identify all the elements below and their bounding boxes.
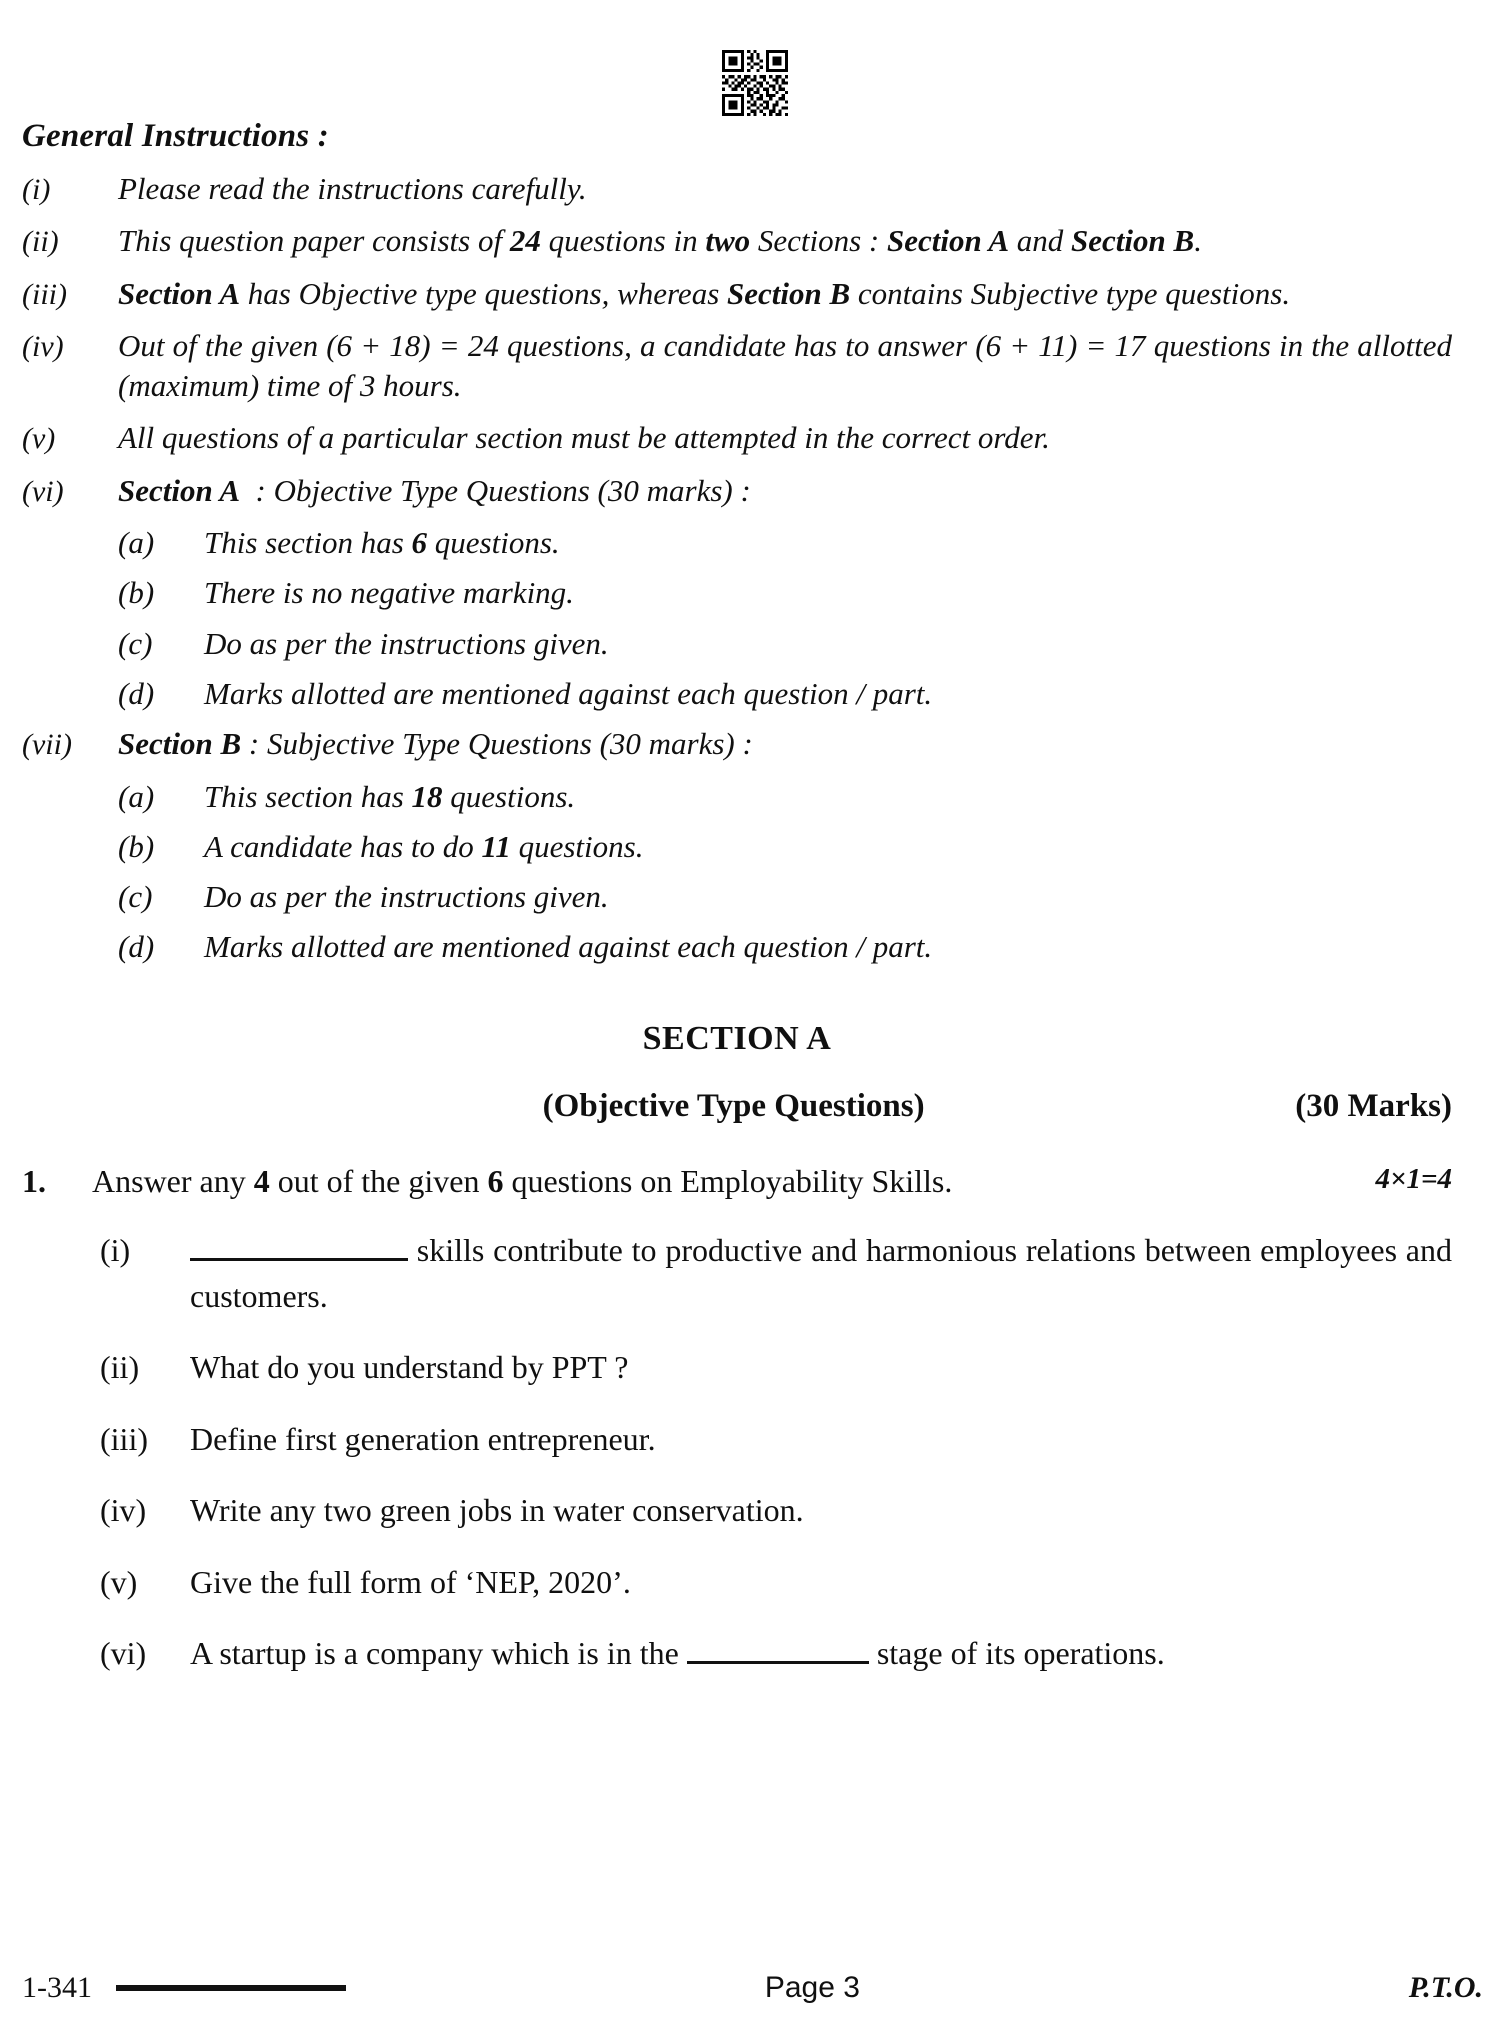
question-1-row — [22, 1161, 1452, 1203]
part-marker: (v) — [100, 1563, 138, 1600]
question-1-part-iv — [22, 1488, 1452, 1533]
answer-blank[interactable] — [190, 1258, 408, 1261]
instruction-marker: (vi) — [22, 474, 64, 508]
page-footer — [22, 1966, 1483, 2010]
question-1-part-v — [22, 1560, 1452, 1605]
instruction-text: Out of the given (6 + 18) = 24 questions, a candidate has to answer (6 + 11) = 17 questions in the allotted (maximum) time of 3 hours. — [118, 327, 1452, 404]
instruction-text: This question paper consists of 24 questions in two Sections : Section A and Section B. — [118, 223, 1202, 259]
question-1-part-vi — [22, 1631, 1452, 1676]
instruction-item-ii — [22, 221, 1452, 261]
part-text: A startup is a company which is in the stage of its operations. — [190, 1634, 1165, 1671]
section-b-sub-c — [22, 877, 1452, 917]
general-instructions-title: General Instructions : — [22, 118, 329, 154]
instruction-item-vii — [22, 724, 1452, 764]
qr-code-icon — [722, 50, 788, 116]
section-b-sub-a — [22, 777, 1452, 817]
question-1-part-ii — [22, 1345, 1452, 1390]
instruction-marker: (v) — [22, 422, 56, 456]
sub-text: There is no negative marking. — [204, 575, 574, 611]
instruction-text: All questions of a particular section must be attempted in the correct order. — [118, 420, 1050, 456]
instruction-text: Please read the instructions carefully. — [118, 171, 587, 206]
sub-marker: (d) — [118, 929, 155, 965]
instruction-item-iv — [22, 326, 1452, 407]
page-content — [22, 118, 1452, 1676]
section-b-sub-d — [22, 927, 1452, 967]
sub-marker: (a) — [118, 525, 155, 561]
question-1-part-iii — [22, 1417, 1452, 1462]
sub-text: This section has 18 questions. — [204, 778, 576, 814]
part-text: Define first generation entrepreneur. — [190, 1420, 656, 1457]
footer-rule — [116, 1985, 346, 1991]
sub-text: Do as per the instructions given. — [204, 625, 609, 661]
section-heading: SECTION A — [642, 1019, 832, 1057]
part-text: skills contribute to productive and harmonious relations between employees and customers. — [190, 1232, 1452, 1314]
question-1-part-i — [22, 1228, 1452, 1319]
part-marker: (iv) — [100, 1492, 147, 1529]
section-b-sub-b — [22, 827, 1452, 867]
instruction-text: Section A has Objective type questions, whereas Section B contains Subjective type questions. — [118, 275, 1291, 311]
sub-marker: (c) — [118, 625, 153, 661]
question-marks: 4×1=4 — [1375, 1162, 1452, 1195]
part-text: Give the full form of ‘NEP, 2020’. — [190, 1563, 631, 1600]
sub-text: This section has 6 questions. — [204, 525, 560, 561]
instruction-item-i — [22, 169, 1452, 209]
sub-text: Do as per the instructions given. — [204, 879, 609, 915]
sub-marker: (b) — [118, 828, 155, 864]
part-marker: (ii) — [100, 1349, 140, 1386]
answer-blank[interactable] — [687, 1661, 869, 1664]
section-marks: (30 Marks) — [1295, 1087, 1452, 1124]
sub-marker: (d) — [118, 675, 155, 711]
section-subheading: (Objective Type Questions) — [542, 1087, 925, 1124]
section-a-sub-a — [22, 523, 1452, 563]
section-a-sub-b — [22, 573, 1452, 613]
instruction-text: Section B : Subjective Type Questions (30 marks) : — [118, 726, 753, 762]
instruction-marker: (iii) — [22, 277, 67, 311]
sub-text: Marks allotted are mentioned against each question / part. — [204, 929, 933, 965]
part-marker: (vi) — [100, 1634, 147, 1671]
instruction-item-v — [22, 418, 1452, 458]
sub-marker: (c) — [118, 879, 153, 915]
instruction-item-iii — [22, 274, 1452, 314]
section-a-sub-c — [22, 624, 1452, 664]
section-a-sub-d — [22, 674, 1452, 714]
paper-code: 1-341 — [22, 1971, 92, 2004]
instruction-marker: (vii) — [22, 728, 72, 762]
part-text: What do you understand by PPT ? — [190, 1349, 629, 1386]
part-marker: (i) — [100, 1232, 131, 1269]
instruction-marker: (iv) — [22, 329, 64, 363]
sub-marker: (b) — [118, 575, 155, 611]
section-subheading-row — [22, 1088, 1452, 1125]
part-marker: (iii) — [100, 1420, 148, 1457]
instruction-marker: (i) — [22, 173, 51, 206]
sub-marker: (a) — [118, 778, 155, 814]
instruction-text: Section A : Objective Type Questions (30 marks) : — [118, 472, 751, 508]
part-text: Write any two green jobs in water conservation. — [190, 1492, 804, 1529]
pto-label: P.T.O. — [1408, 1971, 1483, 2004]
question-number: 1. — [22, 1162, 46, 1199]
question-stem: Answer any 4 out of the given 6 questions on Employability Skills. — [92, 1162, 953, 1199]
page-number: Page 3 — [764, 1971, 860, 2004]
sub-text: A candidate has to do 11 questions. — [204, 828, 644, 864]
instruction-marker: (ii) — [22, 225, 59, 259]
instruction-item-vi — [22, 471, 1452, 511]
sub-text: Marks allotted are mentioned against each question / part. — [204, 675, 933, 711]
